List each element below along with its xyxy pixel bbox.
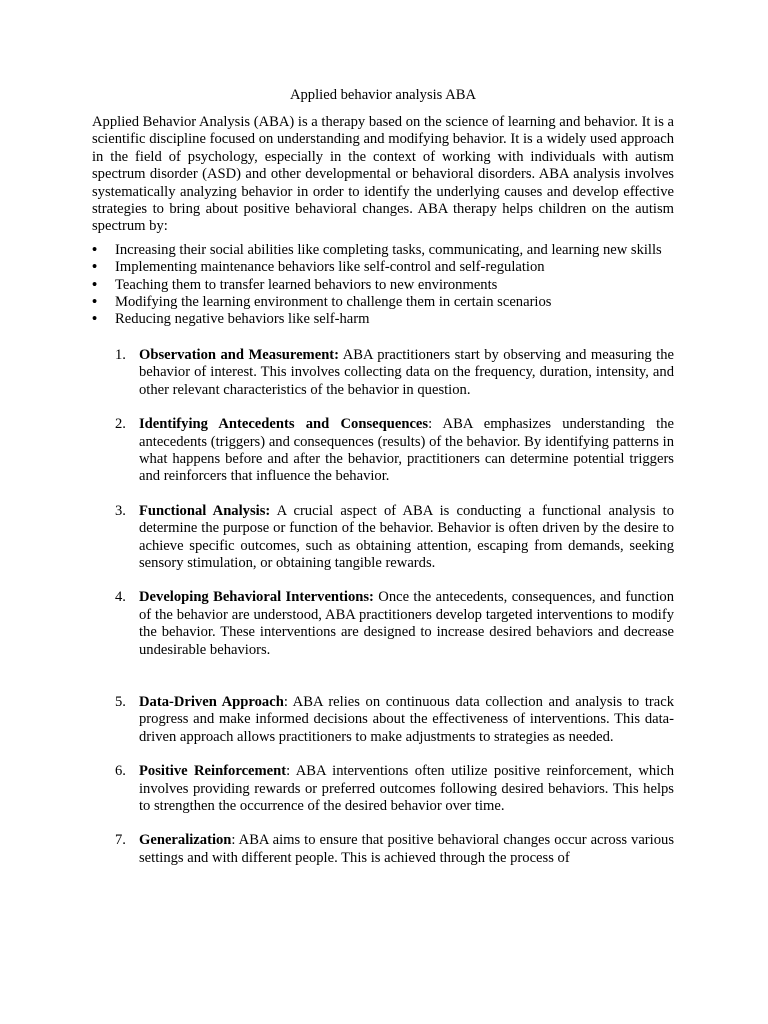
item-number: 6. — [115, 763, 126, 780]
bullet-item — [92, 294, 674, 311]
bullet-icon: • — [92, 276, 98, 293]
bullet-icon: • — [92, 311, 98, 328]
item-heading: Observation and Measurement: — [139, 346, 340, 363]
item-number: 4. — [115, 589, 126, 606]
bullet-item — [92, 311, 674, 328]
bullet-icon: • — [92, 259, 98, 276]
list-item — [92, 832, 674, 867]
item-text: : ABA aims to ensure that positive behavioral changes occur across various settings and with different people. This is achieved through the process of — [139, 832, 674, 866]
bullet-item — [92, 277, 674, 294]
item-number: 1. — [115, 346, 126, 363]
item-text: ABA practitioners start by observing and measuring the behavior of interest. This involves collecting data on the frequency, duration, intensity, and other relevant characteristics of the behavior in question. — [139, 346, 675, 398]
item-text: : ABA emphasizes understanding the antecedents (triggers) and consequences (results) of the behavior. By identifying patterns in what happens before and after the behavior, practitioners can determine potential triggers and reinforcers that influence the behavior. — [139, 416, 674, 485]
item-heading: Developing Behavioral Interventions: — [139, 589, 374, 606]
list-item — [92, 503, 674, 573]
document-page — [92, 86, 674, 884]
list-item — [92, 589, 674, 659]
item-text: : ABA interventions often utilize positive reinforcement, which involves providing rewards or preferred outcomes following desired behaviors. This helps to strengthen the occurrence of the desired behavior over time. — [139, 763, 675, 814]
item-heading: Generalization — [139, 832, 232, 849]
item-number: 3. — [115, 502, 126, 519]
item-text: : ABA relies on continuous data collection and analysis to track progress and make informed decisions about the effectiveness of interventions. This data-driven approach allows practitioners to make adjustments to strategies as needed. — [139, 693, 674, 745]
bullet-text: Teaching them to transfer learned behaviors to new environments — [115, 276, 498, 293]
bullet-item — [92, 259, 674, 276]
bullet-icon: • — [92, 241, 98, 258]
item-text: A crucial aspect of ABA is conducting a functional analysis to determine the purpose or function of the behavior. Behavior is often driven by the desire to achieve specific outcomes, such as obtaining attention, escaping from demands, seeking sensory stimulation, or obtaining tangible rewards. — [139, 502, 674, 571]
intro-paragraph: Applied Behavior Analysis (ABA) is a therapy based on the science of learning and behavior. It is a scientific discipline focused on understanding and modifying behavior. It is a widely used approach in the field of psychology, especially in the context of working with individuals with autism spectrum disorder (ASD) and other developmental or behavioral disorders. ABA analysis involves systematically analyzing behavior in order to identify the underlying causes and develop effective strategies to bring about positive behavioral changes. ABA therapy helps children on the autism spectrum by: — [92, 114, 674, 235]
item-heading: Functional Analysis: — [139, 502, 271, 519]
bullet-icon: • — [92, 294, 98, 311]
bullet-text: Increasing their social abilities like completing tasks, communicating, and learning new skills — [115, 241, 662, 258]
bullet-text: Reducing negative behaviors like self-harm — [115, 311, 370, 328]
bullet-text: Modifying the learning environment to challenge them in certain scenarios — [115, 294, 552, 311]
item-heading: Data-Driven Approach — [139, 693, 284, 710]
item-text: Once the antecedents, consequences, and function of the behavior are understood, ABA practitioners develop targeted interventions to modify the behavior. These interventions are designed to increase desired behaviors and decrease undesirable behaviors. — [139, 589, 674, 658]
item-number: 2. — [115, 416, 126, 433]
bullet-list — [92, 242, 674, 329]
bullet-text: Implementing maintenance behaviors like self-control and self-regulation — [115, 259, 545, 276]
item-number: 7. — [115, 832, 126, 849]
list-item — [92, 347, 674, 399]
list-item — [92, 694, 674, 746]
list-item — [92, 416, 674, 486]
item-heading: Positive Reinforcement — [139, 763, 287, 780]
item-number: 5. — [115, 693, 126, 710]
list-item — [92, 763, 674, 815]
bullet-item — [92, 242, 674, 259]
numbered-list — [92, 347, 674, 867]
document-title: Applied behavior analysis ABA — [289, 87, 477, 103]
item-heading: Identifying Antecedents and Consequences — [139, 416, 429, 433]
